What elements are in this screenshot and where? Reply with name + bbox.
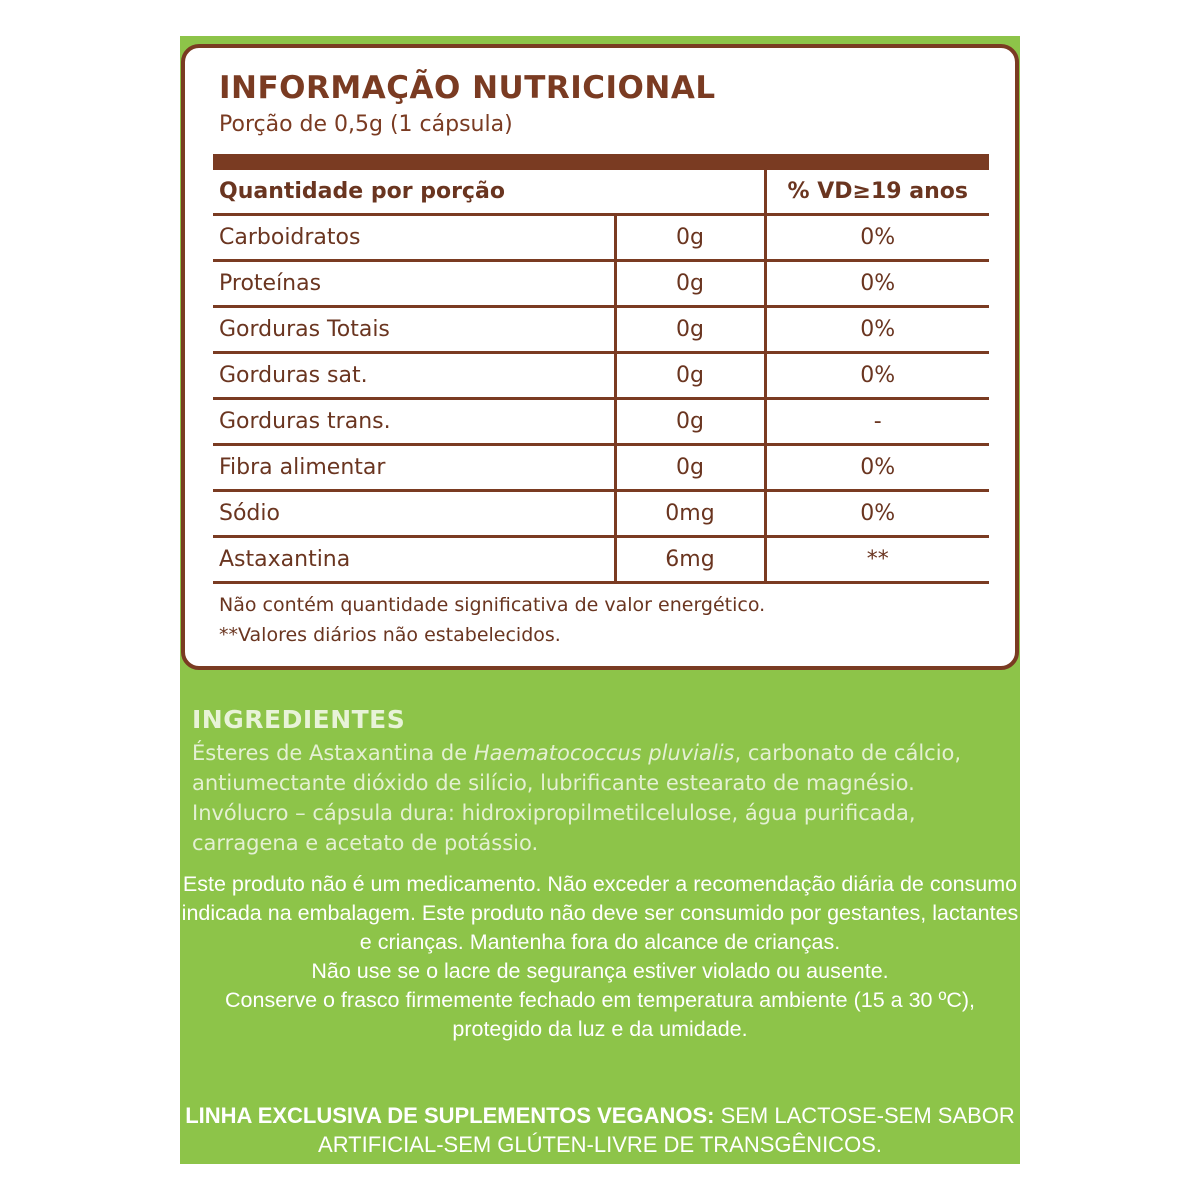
nutrient-amount: 0g [615, 445, 765, 491]
nutrient-name: Proteínas [213, 261, 615, 307]
table-row [213, 399, 989, 445]
nutrient-daily-value: - [765, 399, 989, 445]
table-row [213, 261, 989, 307]
ingredients-species: Haematococcus pluvialis [473, 741, 735, 765]
nutrient-name: Gorduras Totais [213, 307, 615, 353]
nutrient-name: Astaxantina [213, 537, 615, 583]
nutrition-facts-box [181, 44, 1019, 670]
nutrient-amount: 0mg [615, 491, 765, 537]
ingredients-text [192, 738, 982, 858]
nutrient-daily-value: 0% [765, 445, 989, 491]
nutrient-amount: 0g [615, 215, 765, 261]
daily-values-note: **Valores diários não estabelecidos. [219, 624, 561, 646]
table-row [213, 491, 989, 537]
table-row [213, 353, 989, 399]
nutrient-name: Fibra alimentar [213, 445, 615, 491]
vegan-claims [180, 1101, 1020, 1159]
seal-warning: Não use se o lacre de segurança estiver violado ou ausente. [311, 959, 889, 983]
nutrient-daily-value: 0% [765, 491, 989, 537]
warning-paragraph: Este produto não é um medicamento. Não exceder a recomendação diária de consumo indicada na embalagem. Este produto não deve ser consumido por gestantes, lactantes e crianças. Mantenha fora do alcance de crianças. [181, 872, 1019, 954]
energy-note: Não contém quantidade significativa de valor energético. [219, 594, 766, 616]
nutrient-name: Gorduras sat. [213, 353, 615, 399]
nutrient-name: Gorduras trans. [213, 399, 615, 445]
ingredients-title: INGREDIENTES [192, 705, 406, 734]
nutrient-amount: 0g [615, 399, 765, 445]
ingredients-text-end: , carbonato de cálcio, antiumectante dióxido de silício, lubrificante estearato de magnésio. Invólucro – cápsula dura: hidroxipropilmetilcelulose, água purificada, carragena e acetato de potássio. [192, 741, 962, 855]
nutrient-name: Sódio [213, 491, 615, 537]
table-row [213, 537, 989, 583]
nutrient-daily-value: 0% [765, 215, 989, 261]
header-daily-value: % VD≥19 anos [765, 170, 989, 215]
table-header-row [213, 170, 989, 215]
serving-size: Porção de 0,5g (1 cápsula) [219, 112, 513, 137]
nutrient-name: Carboidratos [213, 215, 615, 261]
table-row [213, 445, 989, 491]
nutrient-amount: 0g [615, 261, 765, 307]
nutrition-table [213, 170, 989, 584]
nutrient-daily-value: ** [765, 537, 989, 583]
nutrient-amount: 6mg [615, 537, 765, 583]
header-divider-bar [213, 154, 989, 170]
ingredients-text-start: Ésteres de Astaxantina de [192, 741, 474, 765]
nutrient-amount: 0g [615, 307, 765, 353]
header-quantity: Quantidade por porção [213, 170, 765, 215]
nutrient-amount: 0g [615, 353, 765, 399]
nutrient-daily-value: 0% [765, 353, 989, 399]
warning-text [180, 870, 1020, 1044]
storage-instructions: Conserve o frasco firmemente fechado em temperatura ambiente (15 a 30 ºC), protegido da luz e da umidade. [225, 988, 975, 1041]
nutrient-daily-value: 0% [765, 307, 989, 353]
table-row [213, 307, 989, 353]
vegan-line-label: LINHA EXCLUSIVA DE SUPLEMENTOS VEGANOS: [185, 1103, 715, 1128]
nutrient-daily-value: 0% [765, 261, 989, 307]
table-row [213, 215, 989, 261]
vegan-claims-list: SEM LACTOSE-SEM SABOR ARTIFICIAL-SEM GLÚTEN-LIVRE DE TRANSGÊNICOS. [318, 1103, 1015, 1157]
nutrition-title: INFORMAÇÃO NUTRICIONAL [219, 70, 716, 106]
